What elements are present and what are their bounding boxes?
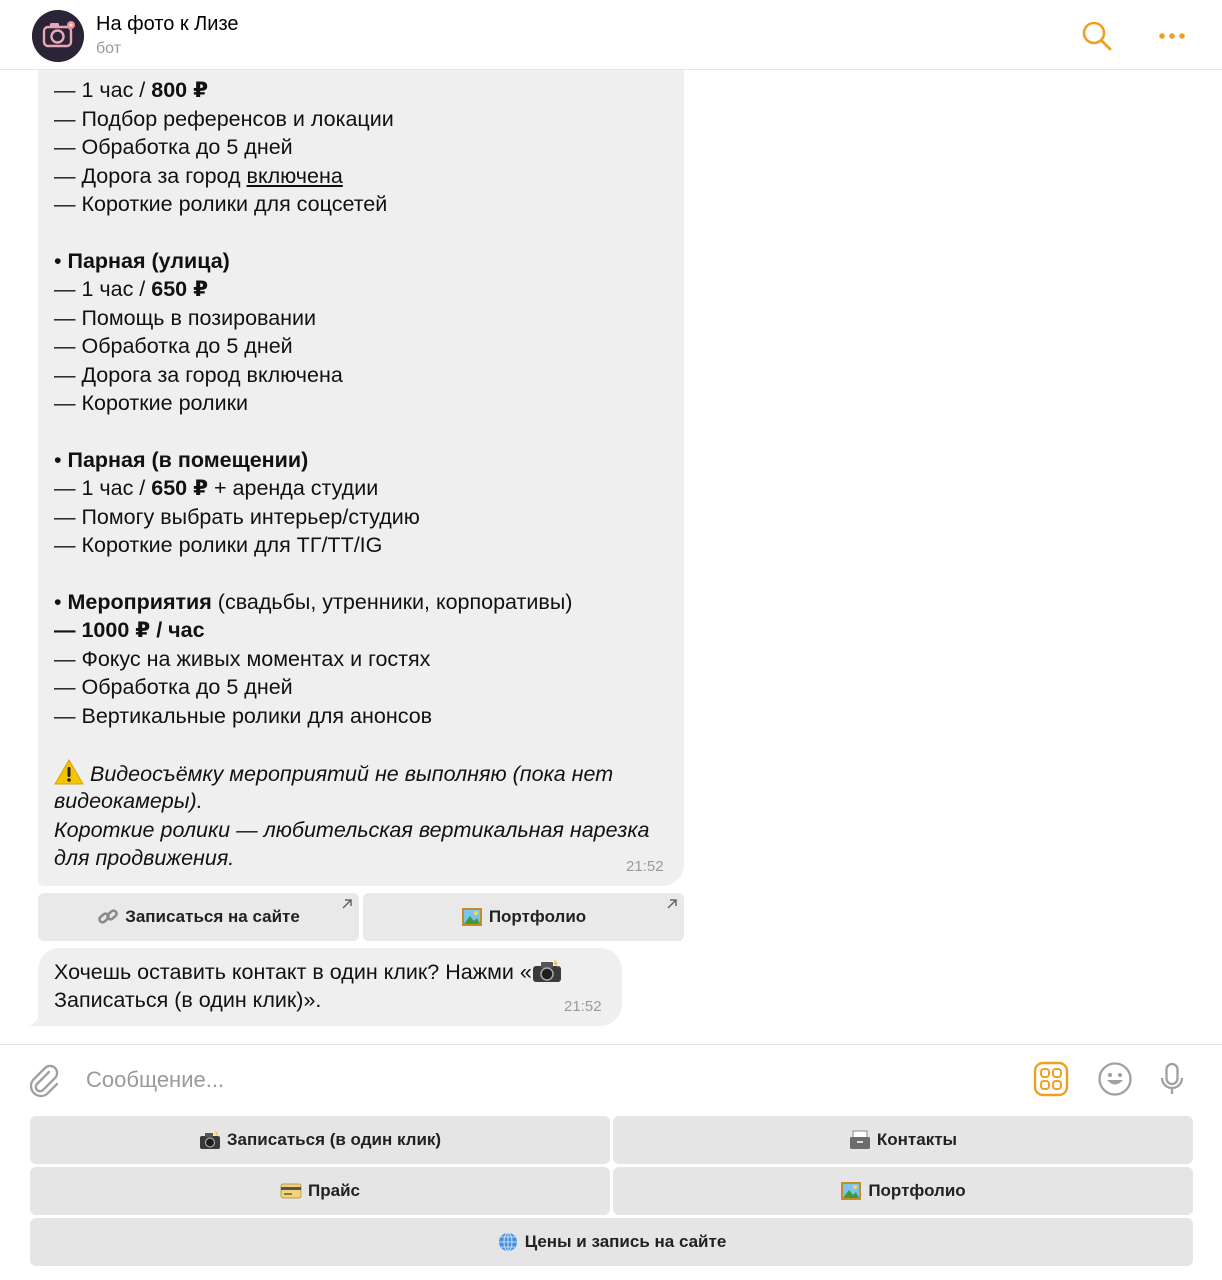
composer-bar — [0, 1044, 1222, 1114]
message-line: • Парная (улица) — [54, 249, 230, 273]
message-bubble — [38, 0, 684, 886]
message-line: Короткие ролики — любительская вертикальная нарезка — [54, 818, 650, 842]
message-line: — 1 час / 650 ₽ — [54, 277, 209, 301]
message-line: — Короткие ролики для соцсетей — [54, 192, 388, 216]
message-line: — 1 час / 800 ₽ — [54, 78, 209, 102]
credit-card-icon — [280, 1181, 302, 1201]
message-input[interactable] — [86, 1063, 986, 1097]
chat-header — [0, 0, 1222, 70]
more-icon[interactable] — [1154, 18, 1190, 54]
message-line: — Короткие ролики для ТГ/TT/IG — [54, 533, 383, 557]
price-label: Прайс — [308, 1181, 360, 1200]
external-arrow-icon — [666, 898, 678, 910]
message-line: Хочешь оставить контакт в один клик? Нажми « — [54, 958, 562, 986]
signup-site-button[interactable] — [38, 893, 359, 941]
emoji-icon[interactable] — [1097, 1061, 1133, 1097]
signup-site-label: Записаться на сайте — [125, 907, 300, 926]
message-line: • Мероприятия (свадьбы, утренники, корпоративы) — [54, 590, 573, 614]
portfolio-inline-button[interactable] — [363, 893, 684, 941]
external-arrow-icon — [341, 898, 353, 910]
search-icon[interactable] — [1079, 18, 1115, 54]
message-line: — Помогу выбрать интерьер/студию — [54, 505, 420, 529]
message-line: — Подбор референсов и локации — [54, 107, 394, 131]
attach-icon[interactable] — [26, 1063, 62, 1099]
warning-icon — [54, 759, 84, 785]
message-line: — Фокус на живых моментах и гостях — [54, 647, 431, 671]
globe-icon — [497, 1232, 519, 1252]
camera-avatar-icon — [32, 10, 84, 62]
signup-oneclick-label: Записаться (в один клик) — [226, 1130, 442, 1149]
picture-icon — [840, 1181, 862, 1201]
message-line: — Дорога за город включена — [54, 164, 343, 188]
message-time: 21:52 — [564, 998, 602, 1015]
message-line: • Парная (в помещении) — [54, 448, 309, 472]
message-line: — Обработка до 5 дней — [54, 675, 293, 699]
message-time: 21:52 — [626, 858, 664, 875]
microphone-icon[interactable] — [1154, 1061, 1190, 1097]
message-line: — Дорога за город включена — [54, 363, 343, 387]
camera-flash-icon — [532, 959, 562, 983]
price-button[interactable] — [30, 1167, 610, 1215]
message-line: — 1000 ₽ / час — [54, 618, 205, 642]
message-line: — Вертикальные ролики для анонсов — [54, 704, 433, 728]
keyboard-grid-icon[interactable] — [1033, 1061, 1069, 1097]
message-line: видеокамеры). — [54, 789, 203, 813]
message-line: — Помощь в позировании — [54, 306, 317, 330]
avatar[interactable] — [32, 10, 84, 62]
message-bubble — [38, 948, 622, 1026]
message-line: Видеосъёмку мероприятий не выполняю (пока нет — [54, 759, 613, 788]
message-line: — Короткие ролики — [54, 391, 249, 415]
site-prices-label: Цены и запись на сайте — [524, 1232, 727, 1251]
message-line: для продвижения. — [54, 846, 235, 870]
link-icon — [97, 907, 119, 927]
message-line: — Обработка до 5 дней — [54, 135, 293, 159]
signup-oneclick-button[interactable] — [30, 1116, 610, 1164]
portfolio-label: Портфолио — [868, 1181, 966, 1200]
camera-flash-icon — [199, 1130, 221, 1150]
message-line: — Обработка до 5 дней — [54, 334, 293, 358]
chat-title: На фото к Лизе — [96, 13, 239, 35]
contacts-label: Контакты — [876, 1130, 958, 1149]
contacts-button[interactable] — [613, 1116, 1193, 1164]
site-prices-button[interactable] — [30, 1218, 1193, 1266]
chat-subtitle: бот — [96, 40, 122, 57]
portfolio-inline-label: Портфолио — [488, 907, 587, 926]
message-line: — 1 час / 650 ₽ + аренда студии — [54, 476, 379, 500]
link-text[interactable]: включена — [246, 164, 343, 188]
message-line: Записаться (в один клик)». — [54, 988, 322, 1012]
card-file-box-icon — [849, 1130, 871, 1150]
portfolio-button[interactable] — [613, 1167, 1193, 1215]
picture-icon — [461, 907, 483, 927]
